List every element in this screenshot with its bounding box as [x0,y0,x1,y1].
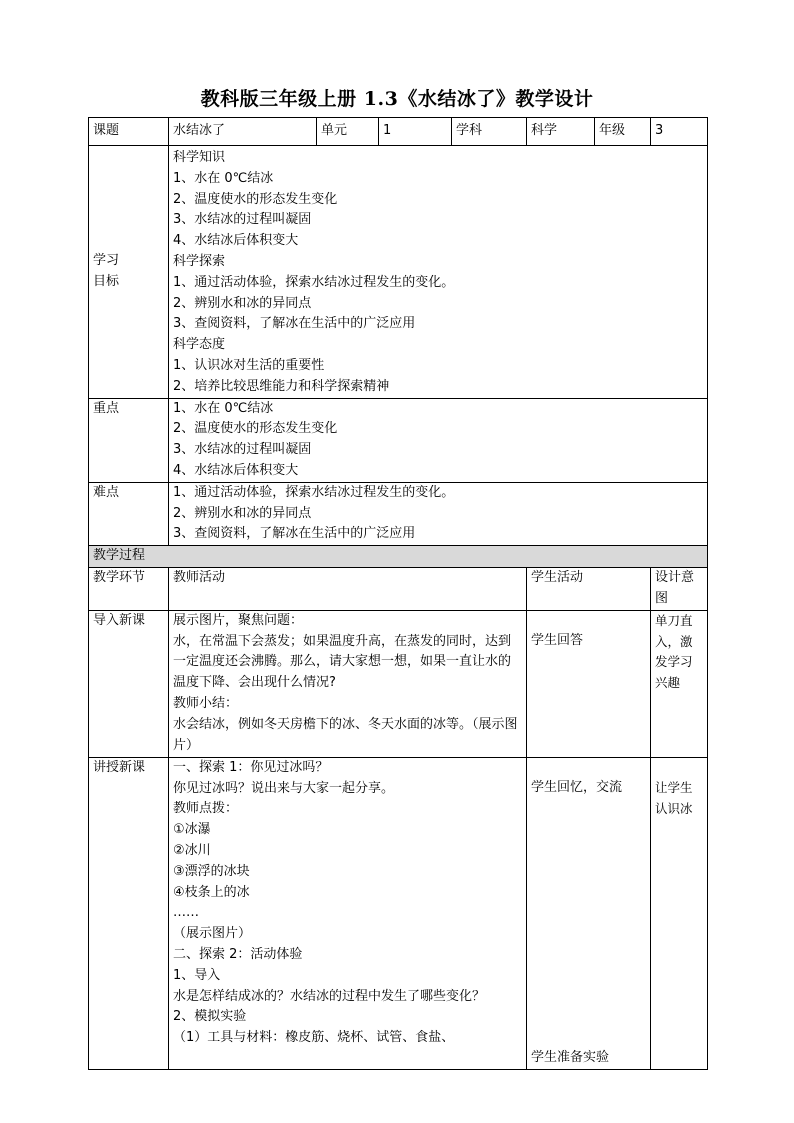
intro-intent: 单刀直入，激发学习兴趣 [651,610,708,757]
teaching-teacher [169,757,527,1069]
process-header-row [89,568,708,611]
objective-line: 3、水结冰的过程叫凝固 [173,212,312,228]
key-point-line: 2、温度使水的形态发生变化 [173,421,338,437]
objective-line: 1、认识冰对生活的重要性 [173,357,325,373]
objective-line: 1、水在 0℃结冰 [173,170,274,186]
objective-line: 科学知识 [173,150,226,165]
unit-label: 单元 [317,118,379,146]
objective-line: 科学态度 [173,337,226,353]
teacher-line: ④枝条上的冰 [173,884,250,900]
intro-row [89,610,708,757]
teacher-line: 你见过冰吗？说出来与大家一起分享。 [173,780,395,796]
teacher-line: 水会结冰，例如冬天房檐下的冰、冬天水面的冰等。（展示图片） [173,716,518,753]
objective-line: 3、查阅资料，了解冰在生活中的广泛应用 [173,316,416,332]
teaching-intent: 让学生认识冰 [651,757,708,1069]
objective-line: 科学探索 [173,253,226,269]
difficulties-row [89,482,708,545]
objectives-row [89,146,708,399]
unit-value: 1 [379,118,452,146]
key-points-label: 重点 [89,398,169,482]
teacher-line: ③漂浮的冰块 [173,863,250,879]
teacher-line: …… [173,905,199,921]
objectives-label: 学习 目标 [89,146,169,399]
student-activity-2: 学生准备实验 [531,1049,610,1065]
grade-value: 3 [651,118,708,146]
subject-label: 学科 [452,118,527,146]
grade-label: 年级 [595,118,651,146]
teacher-line: ①冰瀑 [173,822,211,838]
key-points-row [89,398,708,482]
difficulty-line: 3、查阅资料，了解冰在生活中的广泛应用 [173,526,416,542]
student-activity-1: 学生回忆，交流 [531,779,623,795]
col-student-header: 学生活动 [527,568,651,611]
objective-line: 2、培养比较思维能力和科学探索精神 [173,378,390,394]
process-section-title: 教学过程 [89,546,708,568]
lesson-label: 课题 [89,118,169,146]
header-row [89,118,708,146]
col-stage-header: 教学环节 [89,568,169,611]
teacher-line: （展示图片） [173,926,252,942]
document-title: 教科版三年级上册 1.3《水结冰了》教学设计 [200,88,594,110]
difficulty-line: 1、通过活动体验，探索水结冰过程发生的变化。 [173,484,455,500]
teacher-line: 水，在常温下会蒸发；如果温度升高，在蒸发的同时，达到一定温度还会沸腾。那么，请大家想一想，如果一直让水的温度下降、会出现什么情况? [173,633,512,691]
teacher-line: 2、模拟实验 [173,1009,247,1025]
teacher-line: （1）工具与材料：橡皮筋、烧杯、试管、食盐、 [173,1030,455,1046]
teaching-row [89,757,708,1069]
teacher-line: 1、导入 [173,967,221,983]
teaching-stage: 讲授新课 [89,757,169,1069]
objective-line: 2、温度使水的形态发生变化 [173,191,338,207]
teacher-line: ②冰川 [173,842,211,858]
objective-line: 2、辨别水和冰的异同点 [173,295,312,311]
intro-student: 学生回答 [527,610,651,757]
difficulties-label: 难点 [89,482,169,545]
col-intent-header: 设计意图 [651,568,708,611]
objectives-content [169,146,708,399]
difficulties-content [169,482,708,545]
objective-line: 4、水结冰后体积变大 [173,233,299,249]
teacher-line: 展示图片，聚焦问题： [173,612,304,628]
col-teacher-header: 教师活动 [169,568,527,611]
teacher-line: 一、探索 1：你见过冰吗？ [173,759,329,775]
subject-value: 科学 [527,118,595,146]
key-point-line: 3、水结冰的过程叫凝固 [173,442,312,458]
key-points-content [169,398,708,482]
difficulty-line: 2、辨别水和冰的异同点 [173,505,312,521]
lesson-value: 水结冰了 [169,118,317,146]
objective-line: 1、通过活动体验，探索水结冰过程发生的变化。 [173,274,455,290]
teacher-line: 教师点拨： [173,801,239,817]
teacher-line: 二、探索 2：活动体验 [173,946,303,962]
intro-stage: 导入新课 [89,610,169,757]
process-section-row [89,546,708,568]
teacher-line: 教师小结： [173,695,239,711]
key-point-line: 1、水在 0℃结冰 [173,400,274,416]
key-point-line: 4、水结冰后体积变大 [173,462,299,478]
lesson-plan-table [88,117,708,1070]
teacher-line: 水是怎样结成冰的？水结冰的过程中发生了哪些变化？ [173,988,486,1004]
intro-teacher [169,610,527,757]
teaching-student [527,757,651,1069]
